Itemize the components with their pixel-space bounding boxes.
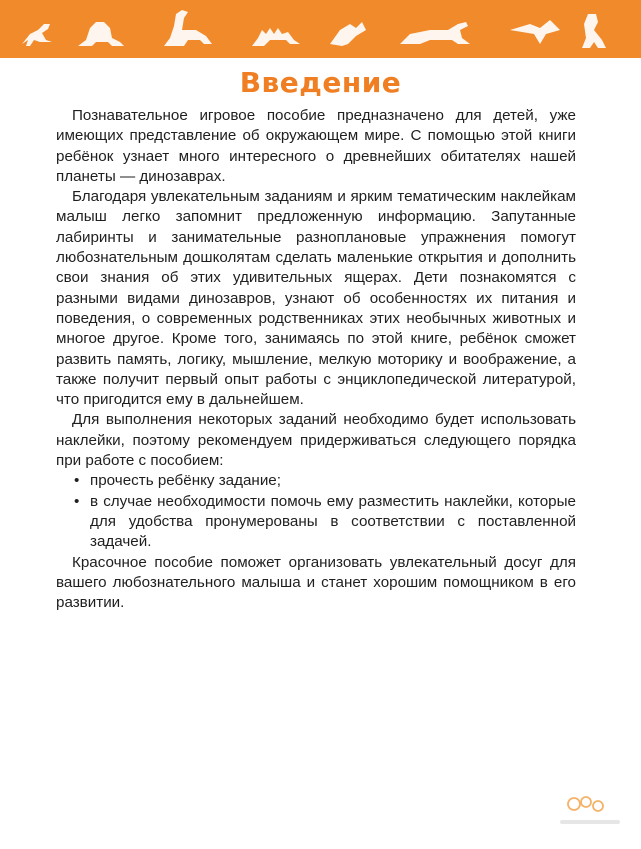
- sauropod-silhouette-icon: [400, 22, 470, 44]
- brachiosaurus-silhouette-icon: [164, 10, 212, 46]
- paragraph-benefits: Благодаря увлекательным заданиям и ярким тематическим наклейкам малыш легко запомнит предложенную информацию. Запутанные лабиринты и занимательные разноплановые упражнения помогут любознательным дошколятам сделать маленькие открытия и дополнить свои знания об этих удивительных ящерах. Дети познакомятся с разными видами динозавров, узнают об особенностях их питания и поведения, о современных родственниках этих необычных животных и многое другое. Кроме того, занимаясь по этой книге, ребёнок сможет развить память, логику, мышление, мелкую моторику и воображение, а также получит первый опыт работы с энциклопедической литературой, что пригодится ему в дальнейшем.: [56, 188, 576, 409]
- raptor-silhouette-icon: [22, 24, 52, 46]
- list-item: • в случае необходимости помочь ему разместить наклейки, которые для удобства пронумерованы в соответствии с поставленной задачей.: [74, 492, 576, 553]
- intro-text-body: [56, 106, 576, 613]
- paragraph-intro: Познавательное игровое пособие предназначено для детей, уже имеющих представление об окружающем мире. С помощью этой книги ребёнок узнает много интересного о древнейших обитателях нашей планеты — динозаврах.: [56, 107, 576, 185]
- paragraph-closing: Красочное пособие поможет организовать увлекательный досуг для вашего любознательного малыша и станет хорошим помощником в его развитии.: [56, 553, 576, 612]
- instructions-list: [56, 471, 576, 552]
- page-title: Введение: [239, 66, 402, 99]
- dimetrodon-silhouette-icon: [78, 22, 124, 46]
- pterodactyl-silhouette-icon: [510, 20, 560, 44]
- lizard-silhouette-icon: [330, 22, 366, 46]
- dinosaur-silhouettes: [0, 0, 641, 58]
- dinosaur-standing-silhouette-icon: [582, 14, 606, 48]
- stegosaurus-silhouette-icon: [252, 28, 300, 46]
- list-item: • прочесть ребёнку задание;: [74, 471, 576, 491]
- corner-ornament-icon: [560, 790, 620, 830]
- dinosaur-silhouette-banner: [0, 0, 641, 58]
- paragraph-stickers: Для выполнения некоторых заданий необходимо будет использовать наклейки, поэтому рекомендуем придерживаться следующего порядка при работе с пособием:: [56, 411, 576, 470]
